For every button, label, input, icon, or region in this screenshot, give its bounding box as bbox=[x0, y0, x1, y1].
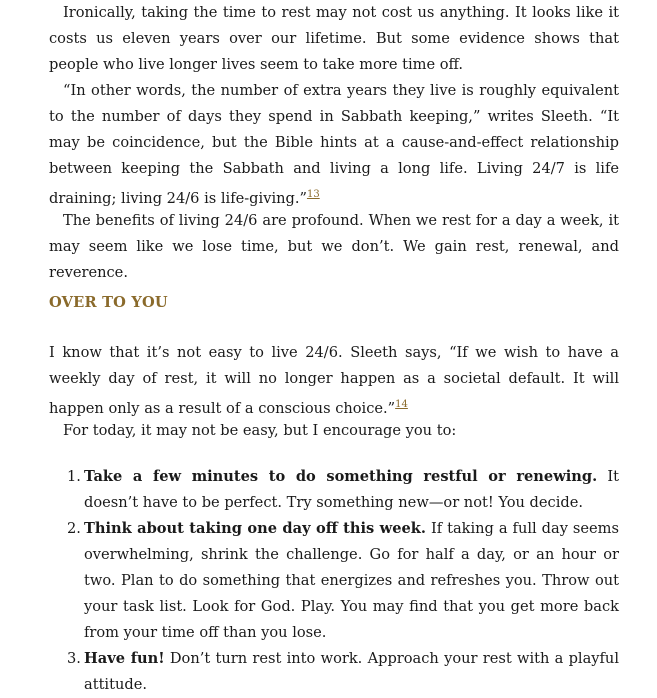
list-item-text: Don’t turn rest into work. Approach your rest with a playful attitude. bbox=[84, 650, 619, 693]
paragraph-5-text: For today, it may not be easy, but I encourage you to: bbox=[63, 422, 457, 439]
list-item-bold: Take a few minutes to do something restful or renewing. bbox=[84, 468, 598, 485]
list-number: 1. bbox=[67, 468, 81, 485]
list-item bbox=[49, 464, 619, 516]
footnote-link-13[interactable]: 13 bbox=[306, 189, 320, 200]
paragraph-3 bbox=[49, 208, 619, 286]
paragraph-2 bbox=[49, 78, 619, 212]
paragraph-1-text: Ironically, taking the time to rest may not cost us anything. It looks like it costs us eleven years over our lifetime. But some evidence shows that people who live longer lives seem to take more time off. bbox=[49, 4, 619, 73]
list-number: 3. bbox=[67, 650, 81, 667]
footnote-link-14[interactable]: 14 bbox=[395, 399, 408, 410]
list-item-text: It doesn’t have to be perfect. Try something new—or not! You decide. bbox=[84, 468, 619, 511]
numbered-list bbox=[49, 464, 619, 698]
paragraph-2-text: “In other words, the number of extra years they live is roughly equivalent to the number of days they spend in Sabbath keeping,” writes Sleeth. “It may be coincidence, but the Bible hints at a cause-and-effect relationship between keeping the Sabbath and living a long life. Living 24/7 is life draining; living 24/6 is life-giving.” bbox=[49, 82, 619, 207]
list-item bbox=[49, 646, 619, 698]
list-item bbox=[49, 516, 619, 646]
paragraph-4 bbox=[49, 340, 619, 422]
section-heading: OVER TO YOU bbox=[49, 294, 168, 311]
list-item-bold: Have fun! bbox=[84, 650, 165, 667]
list-number: 2. bbox=[67, 520, 81, 537]
paragraph-4-text: I know that it’s not easy to live 24/6. Sleeth says, “If we wish to have a weekly day of rest, it will no longer happen as a societal default. It will happen only as a result of a conscious choice.” bbox=[49, 344, 619, 417]
paragraph-1 bbox=[49, 0, 619, 78]
list-item-bold: Think about taking one day off this week. bbox=[84, 520, 426, 537]
paragraph-5 bbox=[49, 418, 619, 444]
paragraph-3-text: The benefits of living 24/6 are profound. When we rest for a day a week, it may seem like we lose time, but we don’t. We gain rest, renewal, and reverence. bbox=[49, 212, 619, 281]
list-item-text: If taking a full day seems overwhelming, shrink the challenge. Go for half a day, or an hour or two. Plan to do something that energizes and refreshes you. Throw out your task list. Look for God. Play. You may find that you get more back from your time off than you lose. bbox=[84, 520, 619, 641]
